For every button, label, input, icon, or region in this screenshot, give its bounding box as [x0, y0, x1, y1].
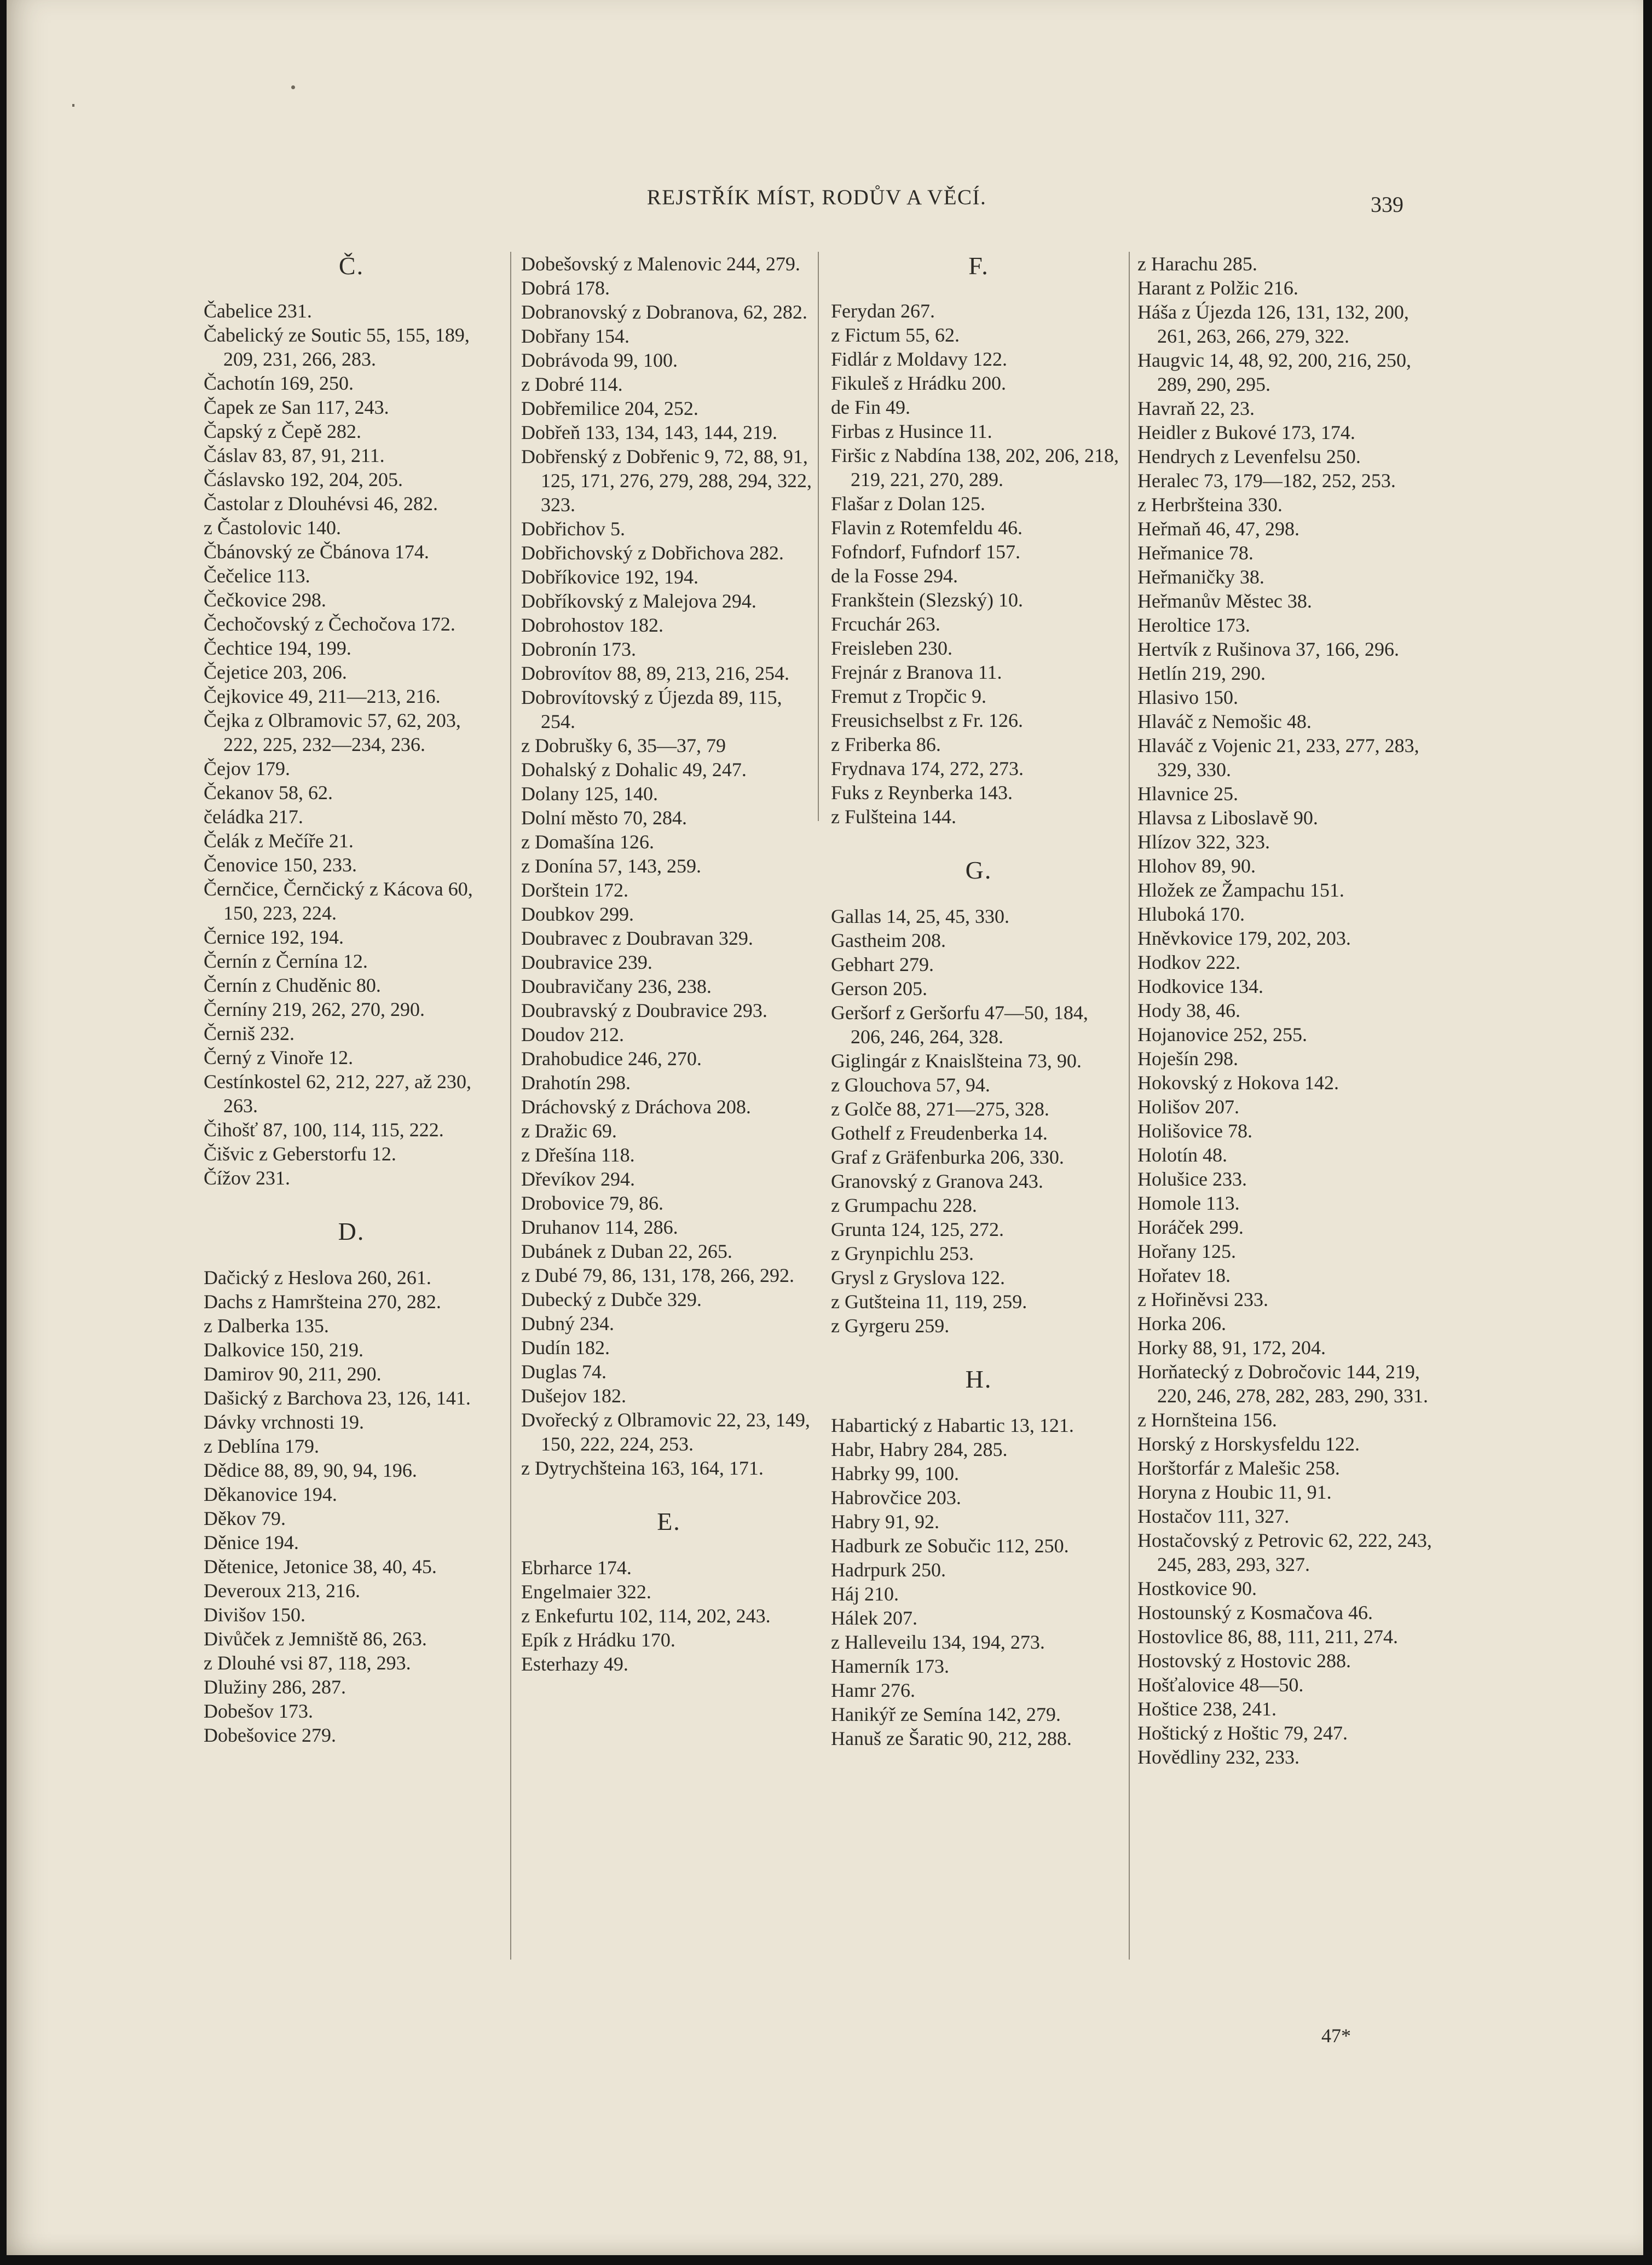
index-entry: Čejka z Olbramovic 57, 62, 203, 222, 225, 232—234, 236. — [204, 709, 461, 755]
index-entry: Dudín 182. — [521, 1337, 610, 1359]
index-entry: Cestínkostel 62, 212, 227, až 230, 263. — [204, 1071, 471, 1117]
index-entry: Hálek 207. — [831, 1607, 917, 1629]
index-entry: Horyna z Houbic 11, 91. — [1137, 1481, 1332, 1503]
index-entry: Damirov 90, 211, 290. — [204, 1363, 382, 1385]
index-entry: Habrovčice 203. — [831, 1487, 961, 1509]
index-entry: Homole 113. — [1137, 1192, 1240, 1214]
index-entry: z Glouchova 57, 94. — [831, 1074, 990, 1096]
index-entry: Graf z Gräfenburka 206, 330. — [831, 1146, 1064, 1168]
index-entry: Čechtice 194, 199. — [204, 637, 351, 659]
index-entry: Hlaváč z Nemošic 48. — [1137, 710, 1312, 732]
index-entry: Horský z Horskysfeldu 122. — [1137, 1433, 1360, 1455]
index-entry: z Donína 57, 143, 259. — [521, 855, 701, 877]
index-entry: Čekanov 58, 62. — [204, 782, 333, 804]
index-entry: Frankštein (Slezský) 10. — [831, 589, 1023, 611]
index-entry: z Fulšteina 144. — [831, 806, 956, 828]
index-entry: Hněvkovice 179, 202, 203. — [1137, 927, 1351, 949]
index-entry: Horka 206. — [1137, 1313, 1226, 1334]
index-entry: Doubravičany 236, 238. — [521, 975, 712, 997]
index-entry: Dušejov 182. — [521, 1385, 626, 1407]
index-entry: Drobovice 79, 86. — [521, 1192, 663, 1214]
index-entry: Dohalský z Dohalic 49, 247. — [521, 759, 747, 781]
index-entry: Dvořecký z Olbramovic 22, 23, 149, 150, 222, 224, 253. — [521, 1409, 810, 1455]
index-entry: Čapský z Čepě 282. — [204, 420, 361, 442]
index-entry: Dobrovítovský z Újezda 89, 115, 254. — [521, 686, 782, 732]
index-entry: Čenovice 150, 233. — [204, 854, 357, 876]
index-entry: Častolar z Dlouhévsi 46, 282. — [204, 493, 438, 515]
index-entry: Hlízov 322, 323. — [1137, 831, 1270, 853]
index-entry: Hostovský z Hostovic 288. — [1137, 1650, 1351, 1672]
index-entry: Dobešov 173. — [204, 1700, 313, 1722]
index-entry: Duglas 74. — [521, 1361, 606, 1383]
index-entry: Frejnár z Branova 11. — [831, 661, 1002, 683]
index-entry: Černín z Černína 12. — [204, 950, 368, 972]
index-entry: Firbas z Husince 11. — [831, 420, 992, 442]
index-entry: Harant z Polžic 216. — [1137, 277, 1298, 299]
index-entry: z Dřešína 118. — [521, 1144, 635, 1166]
index-entry: Dalkovice 150, 219. — [204, 1339, 363, 1361]
index-entry: Hošťalovice 48—50. — [1137, 1674, 1304, 1696]
index-entry: Heralec 73, 179—182, 252, 253. — [1137, 470, 1396, 492]
index-entry: Děnice 194. — [204, 1532, 299, 1553]
index-entry: Hadrpurk 250. — [831, 1559, 946, 1581]
index-entry: Dávky vrchnosti 19. — [204, 1411, 364, 1433]
index-entry: Granovský z Granova 243. — [831, 1170, 1043, 1192]
index-entry: Dobřenský z Dobřenic 9, 72, 88, 91, 125, 171, 276, 279, 288, 294, 322, 323. — [521, 446, 812, 516]
index-entry: Čejkovice 49, 211—213, 216. — [204, 685, 441, 707]
index-entry: z Dražic 69. — [521, 1120, 617, 1142]
section-letter-heading: Č. — [338, 252, 365, 280]
index-entry: Dubánek z Duban 22, 265. — [521, 1240, 732, 1262]
index-column-4 — [1137, 252, 1433, 1769]
index-entry: Čáslav 83, 87, 91, 211. — [204, 444, 385, 466]
index-entry: Heřmaničky 38. — [1137, 566, 1264, 588]
index-entry: Hovědliny 232, 233. — [1137, 1746, 1299, 1768]
index-entry: Dřevíkov 294. — [521, 1168, 635, 1190]
index-entry: Divůček z Jemniště 86, 263. — [204, 1628, 427, 1650]
index-entry: Hlavsa z Liboslavě 90. — [1137, 807, 1318, 829]
index-entry: Hostkovice 90. — [1137, 1578, 1257, 1599]
index-entry: Černiš 232. — [204, 1022, 294, 1044]
index-entry: Engelmaier 322. — [521, 1581, 651, 1603]
index-entry: Černín z Chuděnic 80. — [204, 974, 381, 996]
index-entry: z Fictum 55, 62. — [831, 324, 960, 346]
index-entry: Gastheim 208. — [831, 929, 946, 951]
index-entry: Heřmanův Městec 38. — [1137, 590, 1312, 612]
index-entry: Hlohov 89, 90. — [1137, 855, 1256, 877]
index-entry: z Harachu 285. — [1137, 253, 1257, 275]
index-entry: Doudov 212. — [521, 1024, 624, 1045]
index-entry: Drahobudice 246, 270. — [521, 1048, 702, 1070]
index-entry: Dobrá 178. — [521, 277, 610, 299]
index-entry: Čejov 179. — [204, 758, 290, 779]
index-entry: Čachotín 169, 250. — [204, 372, 354, 394]
index-entry: de Fin 49. — [831, 396, 911, 418]
index-entry: Hodkov 222. — [1137, 951, 1240, 973]
index-entry: Hokovský z Hokova 142. — [1137, 1072, 1339, 1094]
index-entry: z Friberka 86. — [831, 733, 941, 755]
index-entry: Hostačov 111, 327. — [1137, 1505, 1290, 1527]
index-entry: Dubecký z Dubče 329. — [521, 1288, 702, 1310]
index-entry: z Dytrychšteina 163, 164, 171. — [521, 1457, 764, 1479]
index-entry: Grunta 124, 125, 272. — [831, 1218, 1004, 1240]
index-entry: Čihošť 87, 100, 114, 115, 222. — [204, 1119, 444, 1141]
index-entry: Háša z Újezda 126, 131, 132, 200, 261, 263, 266, 279, 322. — [1137, 301, 1409, 347]
section-letter-heading: F. — [968, 252, 989, 280]
index-column-1 — [204, 252, 499, 1747]
index-entry: Hertvík z Rušinova 37, 166, 296. — [1137, 638, 1399, 660]
index-entry: Černčice, Černčický z Kácova 60, 150, 223, 224. — [204, 878, 473, 924]
index-entry: Dobřany 154. — [521, 325, 629, 347]
index-entry: Dlužiny 286, 287. — [204, 1676, 346, 1698]
index-entry: Haugvic 14, 48, 92, 200, 216, 250, 289, 290, 295. — [1137, 349, 1411, 395]
index-entry: Gebhart 279. — [831, 954, 934, 975]
index-entry: Habry 91, 92. — [831, 1511, 939, 1533]
index-entry: Firšic z Nabdína 138, 202, 206, 218, 219, 221, 270, 289. — [831, 444, 1119, 490]
index-entry: Dachs z Hamršteina 270, 282. — [204, 1291, 441, 1313]
index-entry: Doubravec z Doubravan 329. — [521, 927, 753, 949]
index-entry: Heroltice 173. — [1137, 614, 1250, 636]
index-entry: Holišov 207. — [1137, 1096, 1240, 1118]
index-entry: Černíny 219, 262, 270, 290. — [204, 998, 425, 1020]
column-rule — [818, 252, 819, 821]
index-entry: Freisleben 230. — [831, 637, 952, 659]
section-letter-heading: H. — [965, 1365, 992, 1393]
index-entry: Dobranovský z Dobranova, 62, 282. — [521, 301, 807, 323]
index-entry: Fidlár z Moldavy 122. — [831, 348, 1007, 370]
index-entry: Hoštice 238, 241. — [1137, 1698, 1276, 1720]
index-entry: Drahotín 298. — [521, 1072, 631, 1094]
index-entry: Hlavnice 25. — [1137, 783, 1238, 805]
index-entry: Hořatev 18. — [1137, 1264, 1231, 1286]
index-entry: Ebrharce 174. — [521, 1557, 632, 1579]
index-entry: Dubný 234. — [521, 1313, 614, 1334]
index-entry: z Herbršteina 330. — [1137, 494, 1283, 516]
book-page — [7, 0, 1643, 2255]
index-entry: Esterhazy 49. — [521, 1653, 628, 1675]
index-entry: Doubkov 299. — [521, 903, 634, 925]
index-entry: Hostounský z Kosmačova 46. — [1137, 1602, 1373, 1623]
index-entry: Hodkovice 134. — [1137, 975, 1263, 997]
page-number: 339 — [1371, 192, 1403, 217]
index-entry: Hody 38, 46. — [1137, 999, 1240, 1021]
index-entry: Geršorf z Geršorfu 47—50, 184, 206, 246, 264, 328. — [831, 1002, 1088, 1048]
index-entry: čeládka 217. — [204, 806, 303, 828]
index-entry: Čabelický ze Soutic 55, 155, 189, 209, 231, 266, 283. — [204, 324, 470, 370]
index-entry: Heřmanice 78. — [1137, 542, 1254, 564]
index-entry: Hanuš ze Šaratic 90, 212, 288. — [831, 1727, 1072, 1749]
index-entry: Dětenice, Jetonice 38, 40, 45. — [204, 1556, 437, 1578]
index-entry: Habartický z Habartic 13, 121. — [831, 1414, 1074, 1436]
section-letter-heading: E. — [657, 1507, 681, 1535]
index-column-3 — [831, 252, 1127, 1750]
index-entry: Dobřichov 5. — [521, 518, 625, 540]
index-entry: Hlaváč z Vojenic 21, 233, 277, 283, 329, 330. — [1137, 735, 1419, 781]
index-entry: Druhanov 114, 286. — [521, 1216, 678, 1238]
index-entry: z Deblína 179. — [204, 1435, 319, 1457]
index-entry: Černice 192, 194. — [204, 926, 344, 948]
index-entry: Horštorfár z Malešic 258. — [1137, 1457, 1340, 1479]
index-entry: Dolany 125, 140. — [521, 783, 658, 805]
index-entry: Fremut z Tropčic 9. — [831, 685, 986, 707]
index-entry: Čáslavsko 192, 204, 205. — [204, 469, 403, 490]
index-entry: Dobřichovský z Dobřichova 282. — [521, 542, 784, 564]
index-entry: Dobřemilice 204, 252. — [521, 397, 698, 419]
index-entry: Čbánovský ze Čbánova 174. — [204, 541, 429, 563]
index-entry: z Dubé 79, 86, 131, 178, 266, 292. — [521, 1264, 794, 1286]
index-entry: Fikuleš z Hrádku 200. — [831, 372, 1006, 394]
index-entry: Dobešovice 279. — [204, 1724, 336, 1746]
index-entry: Hadburk ze Sobučic 112, 250. — [831, 1535, 1069, 1557]
index-entry: Giglingár z Knaislšteina 73, 90. — [831, 1050, 1082, 1072]
index-entry: Horáček 299. — [1137, 1216, 1244, 1238]
index-entry: Děkanovice 194. — [204, 1483, 337, 1505]
index-entry: Čížov 231. — [204, 1167, 290, 1189]
index-entry: Frcuchár 263. — [831, 613, 940, 635]
index-entry: z Enkefurtu 102, 114, 202, 243. — [521, 1605, 771, 1627]
index-entry: z Grynpichlu 253. — [831, 1243, 974, 1264]
print-speck — [72, 104, 74, 107]
column-rule — [1129, 252, 1130, 1960]
index-entry: Holušice 233. — [1137, 1168, 1247, 1190]
index-entry: Flavin z Rotemfeldu 46. — [831, 517, 1023, 539]
index-entry: Ferydan 267. — [831, 300, 935, 322]
index-entry: Čelák z Mečíře 21. — [204, 830, 354, 852]
index-entry: Horky 88, 91, 172, 204. — [1137, 1337, 1326, 1359]
index-entry: z Grumpachu 228. — [831, 1194, 977, 1216]
index-entry: Dobřeň 133, 134, 143, 144, 219. — [521, 421, 777, 443]
index-entry: Heřmaň 46, 47, 298. — [1137, 518, 1299, 540]
index-entry: Hostovlice 86, 88, 111, 211, 274. — [1137, 1626, 1398, 1648]
index-entry: Čečelice 113. — [204, 565, 310, 587]
index-entry: Hamr 276. — [831, 1679, 915, 1701]
index-entry: z Golče 88, 271—275, 328. — [831, 1098, 1049, 1120]
index-column-2 — [521, 252, 817, 1676]
column-rule — [510, 252, 511, 1960]
index-entry: Dašický z Barchova 23, 126, 141. — [204, 1387, 471, 1409]
index-entry: Dolní město 70, 284. — [521, 807, 687, 829]
index-entry: Hetlín 219, 290. — [1137, 662, 1266, 684]
index-entry: Čečkovice 298. — [204, 589, 326, 611]
index-entry: Frydnava 174, 272, 273. — [831, 758, 1024, 779]
index-entry: Deveroux 213, 216. — [204, 1580, 360, 1602]
running-head: REJSTŘÍK MÍST, RODŮV A VĚCÍ. — [646, 186, 987, 209]
index-entry: z Gutšteina 11, 119, 259. — [831, 1291, 1027, 1313]
index-entry: z Dobré 114. — [521, 373, 623, 395]
index-entry: z Hořiněvsi 233. — [1137, 1288, 1268, 1310]
index-entry: Gallas 14, 25, 45, 330. — [831, 905, 1009, 927]
index-entry: Epík z Hrádku 170. — [521, 1629, 675, 1651]
index-entry: Dobronín 173. — [521, 638, 636, 660]
index-entry: Děkov 79. — [204, 1507, 286, 1529]
index-entry: Dobříkovice 192, 194. — [521, 566, 698, 588]
index-entry: Doubravice 239. — [521, 951, 652, 973]
index-entry: Dědice 88, 89, 90, 94, 196. — [204, 1459, 417, 1481]
print-speck — [291, 85, 295, 89]
index-entry: Holišovice 78. — [1137, 1120, 1252, 1142]
index-entry: Černý z Vinoře 12. — [204, 1047, 354, 1068]
index-entry: z Domašína 126. — [521, 831, 654, 853]
index-entry: Doubravský z Doubravice 293. — [521, 999, 767, 1021]
index-entry: Hluboká 170. — [1137, 903, 1245, 925]
index-entry: z Častolovic 140. — [204, 517, 341, 539]
index-entry: z Dobrušky 6, 35—37, 79 — [521, 735, 726, 756]
section-letter-heading: G. — [965, 856, 992, 884]
index-entry: Hoješín 298. — [1137, 1048, 1238, 1070]
index-entry: Čišvic z Geberstorfu 12. — [204, 1143, 396, 1165]
index-entry: Grysl z Gryslova 122. — [831, 1267, 1005, 1288]
index-entry: Čechočovský z Čechočova 172. — [204, 613, 455, 635]
index-entry: Heidler z Bukové 173, 174. — [1137, 421, 1355, 443]
index-entry: Dobešovský z Malenovic 244, 279. — [521, 253, 800, 275]
index-entry: Dobrávoda 99, 100. — [521, 349, 678, 371]
index-entry: Dobříkovský z Malejova 294. — [521, 590, 756, 612]
index-entry: Habr, Habry 284, 285. — [831, 1438, 1008, 1460]
index-entry: Havraň 22, 23. — [1137, 397, 1255, 419]
index-entry: Čejetice 203, 206. — [204, 661, 347, 683]
index-entry: Gothelf z Freudenberka 14. — [831, 1122, 1048, 1144]
index-entry: Hlasivo 150. — [1137, 686, 1238, 708]
index-entry: Divišov 150. — [204, 1604, 306, 1626]
index-entry: z Dlouhé vsi 87, 118, 293. — [204, 1652, 411, 1674]
index-entry: z Hornšteina 156. — [1137, 1409, 1277, 1431]
index-entry: Hanikýř ze Semína 142, 279. — [831, 1703, 1061, 1725]
index-entry: Dobrohostov 182. — [521, 614, 663, 636]
printer-signature: 47* — [1321, 2025, 1351, 2047]
index-entry: Hamerník 173. — [831, 1655, 949, 1677]
index-entry: Hendrych z Levenfelsu 250. — [1137, 446, 1361, 467]
index-entry: Čabelice 231. — [204, 300, 312, 322]
index-entry: Fuks z Reynberka 143. — [831, 782, 1013, 804]
index-entry: z Dalberka 135. — [204, 1315, 329, 1337]
index-entry: z Gyrgeru 259. — [831, 1315, 950, 1337]
index-entry: de la Fosse 294. — [831, 565, 958, 587]
index-entry: Hložek ze Žampachu 151. — [1137, 879, 1344, 901]
index-entry: Hoštický z Hoštic 79, 247. — [1137, 1722, 1348, 1744]
index-entry: Gerson 205. — [831, 978, 927, 999]
index-entry: Habrky 99, 100. — [831, 1463, 959, 1484]
index-entry: Háj 210. — [831, 1583, 899, 1605]
index-entry: Horňatecký z Dobročovic 144, 219, 220, 246, 278, 282, 283, 290, 331. — [1137, 1361, 1428, 1407]
index-entry: Flašar z Dolan 125. — [831, 493, 985, 515]
index-entry: Dačický z Heslova 260, 261. — [204, 1267, 431, 1288]
index-entry: Hořany 125. — [1137, 1240, 1236, 1262]
index-entry: Hostačovský z Petrovic 62, 222, 243, 245, 283, 293, 327. — [1137, 1529, 1432, 1575]
index-entry: Hojanovice 252, 255. — [1137, 1024, 1307, 1045]
index-entry: Dráchovský z Dráchova 208. — [521, 1096, 751, 1118]
index-entry: Fofndorf, Fufndorf 157. — [831, 541, 1020, 563]
section-letter-heading: D. — [338, 1217, 365, 1245]
index-entry: Holotín 48. — [1137, 1144, 1228, 1166]
index-entry: Dobrovítov 88, 89, 213, 216, 254. — [521, 662, 789, 684]
index-entry: Čapek ze San 117, 243. — [204, 396, 389, 418]
index-entry: z Halleveilu 134, 194, 273. — [831, 1631, 1045, 1653]
index-entry: Freusichselbst z Fr. 126. — [831, 709, 1023, 731]
index-entry: Dorštein 172. — [521, 879, 628, 901]
